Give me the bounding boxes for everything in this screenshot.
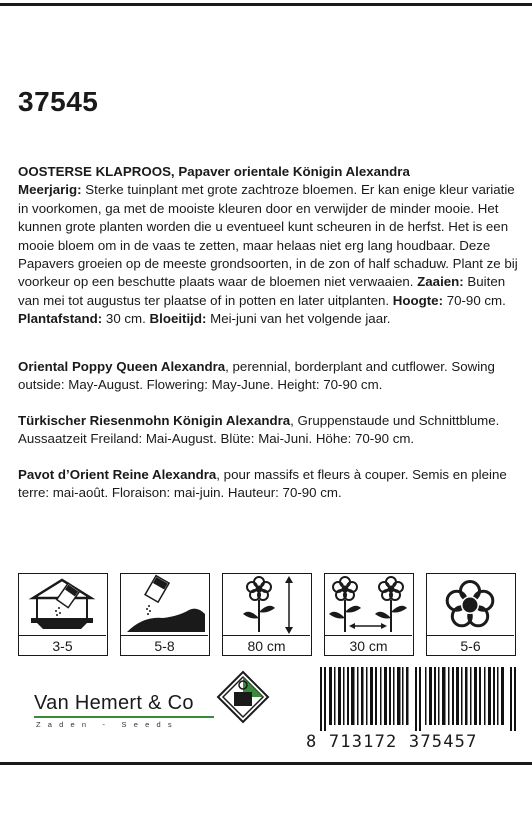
icon-caption-flowering: 5-6: [427, 635, 514, 655]
brand-tagline: Zaden - Seeds: [36, 720, 179, 729]
text-bloom: Mei-juni van het volgende jaar.: [206, 311, 391, 327]
french-description: [18, 466, 518, 503]
brand-logo: [20, 678, 220, 734]
label-height: Hoogte:: [392, 292, 444, 308]
text-spacing: 30 cm.: [102, 311, 150, 327]
text-type: Sterke tuinplant met grote zachtroze bloemen. Er kan enige kleur variatie in voorkomen, ga met de mooiste kleuren door en verwijder de minder mooie. Het kunnen grote planten worden die u eventueel kunt scheuren in de herfst. Het is een mooie bloem om in de vaas te zetten, maar helaas niet erg lang houdbaar. Deze Papavers groeien op de meeste grondsoorten, in de zon of half schaduw. Plant ze bij voorkeur op een beschutte plaats waar de bloemen niet verwaaien.: [18, 182, 518, 290]
plant-height-icon: [223, 574, 310, 635]
dutch-description: [18, 163, 518, 329]
quality-seal-icon: [216, 670, 270, 724]
growing-icons: [18, 573, 516, 656]
icon-caption-plant-height: 80 cm: [223, 635, 310, 655]
label-type: Meerjarig:: [18, 182, 82, 198]
french-heading: Pavot d’Orient Reine Alexandra: [18, 467, 217, 482]
english-text: , perennial, borderplant and cutflower. Sowing outside: May-August. Flowering: May-June. Height: 70-90 cm.: [18, 359, 495, 393]
icon-box-plant-height: [222, 573, 312, 656]
icon-box-sow-outdoor: [120, 573, 210, 656]
label-sowing: Zaaien:: [417, 274, 464, 290]
bottom-rule: [0, 762, 532, 765]
plant-spacing-icon: [325, 574, 412, 635]
icon-box-sow-indoor: [18, 573, 108, 656]
german-heading: Türkischer Riesenmohn Königin Alexandra: [18, 413, 291, 428]
text-height: 70-90 cm.: [443, 292, 506, 308]
label-spacing: Plantafstand:: [18, 311, 103, 327]
icon-box-plant-spacing: [324, 573, 414, 656]
icon-caption-sow-indoor: 3-5: [19, 635, 106, 655]
top-rule: [0, 3, 532, 6]
german-description: [18, 412, 518, 449]
english-description: [18, 358, 518, 395]
barcode-number: 8 713172 375457: [306, 732, 478, 752]
english-heading: Oriental Poppy Queen Alexandra: [18, 359, 226, 374]
brand-underline: [34, 716, 214, 718]
icon-caption-sow-outdoor: 5-8: [121, 635, 208, 655]
flowering-icon: [427, 574, 514, 635]
french-text: , pour massifs et fleurs à couper. Semis en pleine terre: mai-août. Floraison: mai-juin. Hauteur: 70-90 cm.: [18, 467, 507, 501]
sow-indoor-icon: [19, 574, 106, 635]
brand-name: Van Hemert & Co: [34, 692, 194, 714]
article-number: 37545: [18, 86, 99, 117]
sow-outdoor-icon: [121, 574, 208, 635]
dutch-heading: OOSTERSE KLAPROOS, Papaver orientale Königin Alexandra: [18, 164, 410, 179]
barcode-icon: [320, 667, 520, 731]
icon-box-flowering: [426, 573, 516, 656]
label-bloom: Bloeitijd:: [149, 311, 207, 327]
text-sowing: Buiten van mei tot augustus ter plaatse of in potten en later uitplanten.: [18, 274, 506, 308]
icon-caption-plant-spacing: 30 cm: [325, 635, 412, 655]
german-text: , Gruppenstaude und Schnittblume. Aussaatzeit Freiland: Mai-August. Blüte: Mai-Juni. Höhe: 70-90 cm.: [18, 413, 500, 447]
